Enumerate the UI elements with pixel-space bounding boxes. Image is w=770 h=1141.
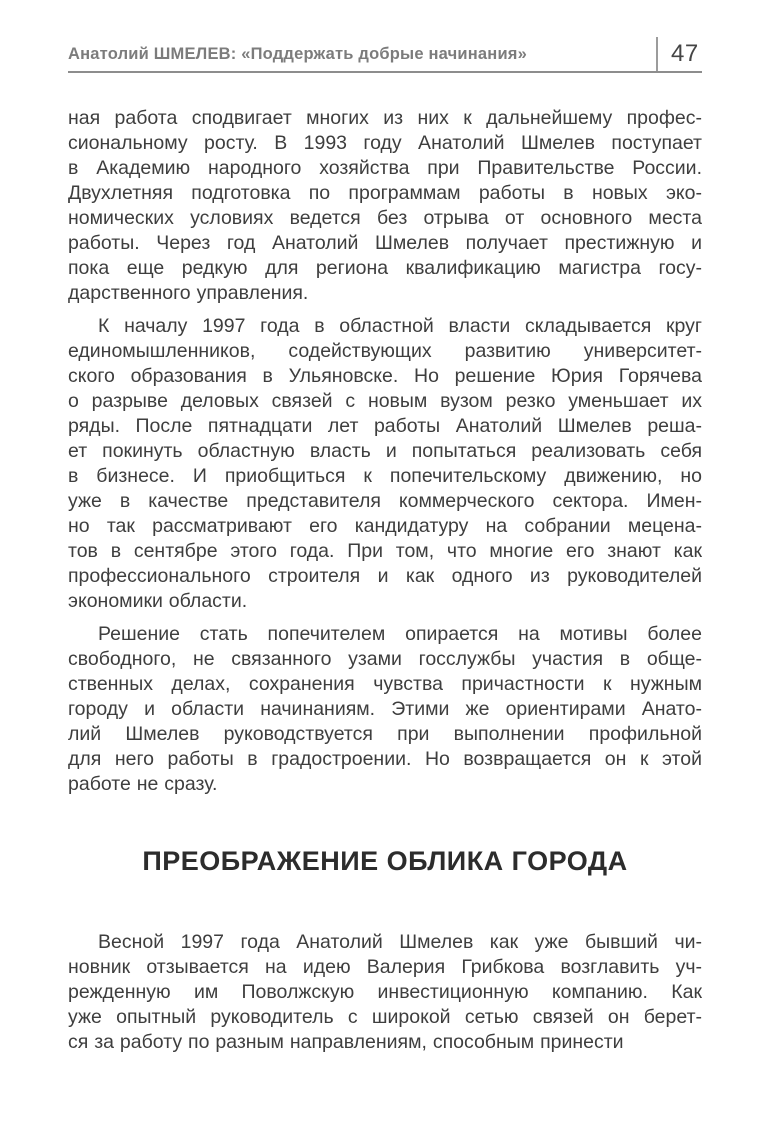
text-line: профессионального строителя и как одного из руководителей bbox=[68, 565, 702, 587]
running-title: Анатолий ШМЕЛЕВ: «Поддержать добрые начинания» bbox=[68, 45, 528, 63]
text-line: ряды. После пятнадцати лет работы Анатолий Шмелев реша- bbox=[68, 415, 702, 437]
page-number: 47 bbox=[671, 40, 699, 67]
page-header bbox=[68, 37, 702, 71]
text-line: номических условиях ведется без отрыва от основного места bbox=[68, 207, 702, 229]
text-line: о разрыве деловых связей с новым вузом резко уменьшает их bbox=[68, 390, 702, 412]
text-line: городу и области начинаниям. Этими же ориентирами Анато- bbox=[68, 698, 702, 720]
text-block-before-heading bbox=[68, 106, 702, 797]
paragraph bbox=[68, 106, 702, 306]
text-line: Двухлетняя подготовка по программам работы в новых эко- bbox=[68, 182, 702, 204]
text-line: экономики области. bbox=[68, 590, 248, 612]
header-rule bbox=[68, 71, 702, 73]
text-line: новник отзывается на идею Валерия Грибкова возглавить уч- bbox=[68, 956, 702, 978]
text-line: ственных делах, сохранения чувства причастности к нужным bbox=[68, 673, 702, 695]
text-line: лий Шмелев руководствуется при выполнении профильной bbox=[68, 723, 702, 745]
text-line: режденную им Поволжскую инвестиционную компанию. Как bbox=[68, 981, 702, 1003]
text-line: ся за работу по разным направлениям, способным принести bbox=[68, 1031, 624, 1053]
text-line: Решение стать попечителем опирается на мотивы более bbox=[98, 623, 702, 645]
text-block-after-heading bbox=[68, 930, 702, 1055]
text-line: Весной 1997 года Анатолий Шмелев как уже бывший чи- bbox=[98, 931, 702, 953]
text-line: уже в качестве представителя коммерческого сектора. Имен- bbox=[68, 490, 702, 512]
text-line: К началу 1997 года в областной власти складывается круг bbox=[98, 315, 702, 337]
text-line: в Академию народного хозяйства при Правительстве России. bbox=[68, 157, 702, 179]
text-line: тов в сентябре этого года. При том, что многие его знают как bbox=[68, 540, 702, 562]
text-line: работе не сразу. bbox=[68, 773, 218, 795]
text-line: в бизнесе. И приобщиться к попечительскому движению, но bbox=[68, 465, 702, 487]
paragraph bbox=[68, 622, 702, 797]
text-line: пока еще редкую для региона квалификацию магистра госу- bbox=[68, 257, 702, 279]
text-line: единомышленников, содействующих развитию университет- bbox=[68, 340, 702, 362]
page-body bbox=[68, 106, 702, 1055]
text-line: работы. Через год Анатолий Шмелев получает престижную и bbox=[68, 232, 702, 254]
page-number-cell bbox=[656, 37, 702, 71]
paragraph bbox=[68, 314, 702, 614]
paragraph bbox=[68, 930, 702, 1055]
text-line: для него работы в градостроении. Но возвращается он к этой bbox=[68, 748, 702, 770]
text-line: ная работа сподвигает многих из них к дальнейшему профес- bbox=[68, 107, 702, 129]
text-line: свободного, не связанного узами госслужбы участия в обще- bbox=[68, 648, 702, 670]
text-line: ского образования в Ульяновске. Но решение Юрия Горячева bbox=[68, 365, 702, 387]
text-line: ет покинуть областную власть и попытаться реализовать себя bbox=[68, 440, 702, 462]
text-line: но так рассматривают его кандидатуру на собрании мецена- bbox=[68, 515, 702, 537]
text-line: уже опытный руководитель с широкой сетью связей он берет- bbox=[68, 1006, 702, 1028]
text-line: дарственного управления. bbox=[68, 282, 309, 304]
text-line: сиональному росту. В 1993 году Анатолий Шмелев поступает bbox=[68, 132, 702, 154]
section-heading: ПРЕОБРАЖЕНИЕ ОБЛИКА ГОРОДА bbox=[142, 846, 628, 876]
